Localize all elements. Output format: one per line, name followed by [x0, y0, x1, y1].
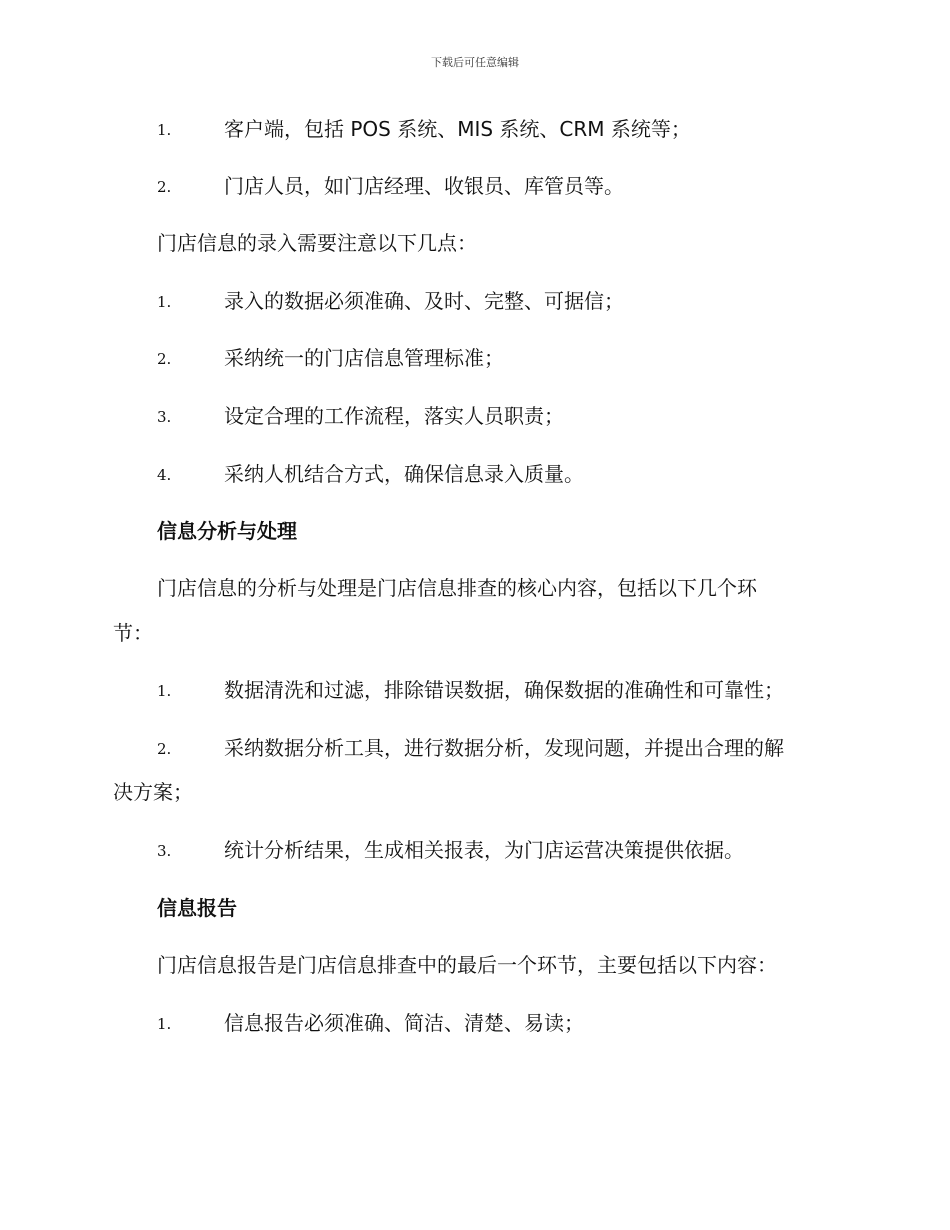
paragraph-report: 门店信息报告是门店信息排查中的最后一个环节，主要包括以下内容：	[157, 953, 777, 977]
list-item-continuation: 决方案；	[113, 780, 193, 804]
list-item: 采纳数据分析工具，进行数据分析，发现问题，并提出合理的解	[224, 736, 784, 760]
list-number: 1.	[157, 293, 172, 311]
list-number: 2.	[157, 740, 172, 758]
list-item: 客户端，包括 POS 系统、MIS 系统、CRM 系统等；	[224, 117, 691, 141]
section-heading-analysis: 信息分析与处理	[157, 519, 297, 543]
page-header: 下载后可任意编辑	[431, 56, 519, 69]
list-item: 数据清洗和过滤，排除错误数据，确保数据的准确性和可靠性；	[224, 678, 784, 702]
list-number: 1.	[157, 121, 172, 139]
list-number: 3.	[157, 842, 172, 860]
list-number: 4.	[157, 466, 172, 484]
list-number: 1.	[157, 682, 172, 700]
list-item: 采纳统一的门店信息管理标准；	[224, 346, 504, 370]
list-item: 采纳人机结合方式，确保信息录入质量。	[224, 462, 584, 486]
list-item: 信息报告必须准确、简洁、清楚、易读；	[224, 1011, 584, 1035]
list-item: 设定合理的工作流程，落实人员职责；	[224, 404, 564, 428]
paragraph-analysis-line2: 节：	[113, 621, 153, 645]
list-item: 录入的数据必须准确、及时、完整、可据信；	[224, 289, 624, 313]
paragraph-entry-intro: 门店信息的录入需要注意以下几点：	[157, 231, 477, 255]
section-heading-report: 信息报告	[157, 896, 237, 920]
list-number: 1.	[157, 1015, 172, 1033]
list-number: 3.	[157, 408, 172, 426]
paragraph-analysis-line1: 门店信息的分析与处理是门店信息排查的核心内容，包括以下几个环	[157, 576, 757, 600]
list-item: 门店人员，如门店经理、收银员、库管员等。	[224, 174, 624, 198]
list-number: 2.	[157, 178, 172, 196]
list-number: 2.	[157, 350, 172, 368]
list-item: 统计分析结果，生成相关报表，为门店运营决策提供依据。	[224, 838, 744, 862]
